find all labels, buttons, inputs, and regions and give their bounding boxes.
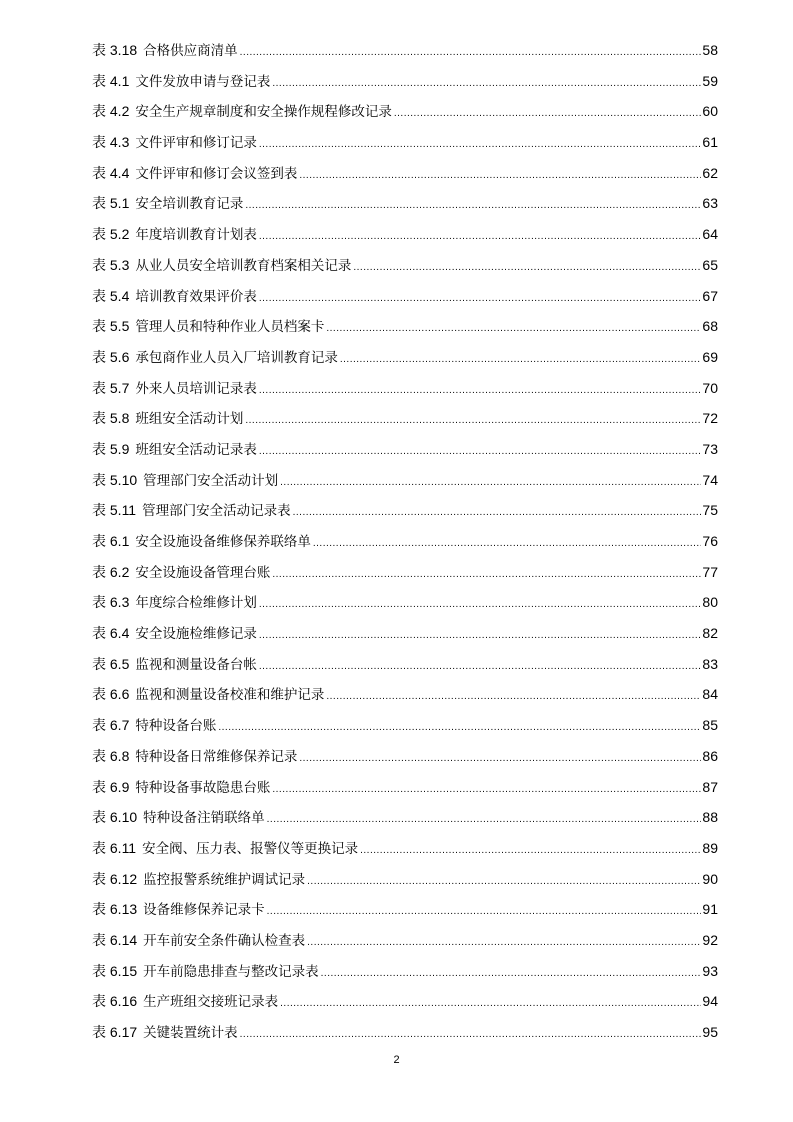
toc-entry-title: 年度综合检维修计划 (135, 595, 257, 612)
toc-entry-number: 表 4.1 (92, 72, 130, 89)
toc-entry-title: 培训教育效果评价表 (135, 288, 257, 305)
dot-leader (259, 621, 702, 649)
toc-entry-title: 生产班组交接班记录表 (143, 994, 279, 1011)
toc-entry-label (92, 281, 259, 312)
dot-leader (245, 406, 701, 434)
toc-entry[interactable] (92, 741, 718, 772)
toc-entry[interactable] (92, 587, 718, 618)
dot-leader (240, 1020, 702, 1048)
dot-leader (326, 314, 701, 342)
toc-entry-label (92, 311, 326, 342)
toc-entry-title: 从业人员安全培训教育档案相关记录 (135, 257, 352, 274)
toc-entry-number: 表 5.10 (92, 471, 138, 488)
toc-entry-title: 安全设施检维修记录 (135, 626, 257, 643)
toc-entry-label (92, 373, 259, 404)
toc-entry-page: 62 (702, 164, 718, 181)
toc-entry-label (92, 649, 259, 680)
toc-entry-label (92, 772, 272, 803)
toc-entry-number: 表 6.15 (92, 962, 138, 979)
toc-entry-page: 80 (702, 594, 718, 611)
toc-entry[interactable] (92, 188, 718, 219)
toc-entry-title: 安全设施设备管理台账 (135, 564, 271, 581)
toc-entry-title: 文件评审和修订记录 (135, 135, 257, 152)
toc-entry-number: 表 6.9 (92, 778, 130, 795)
dot-leader (340, 345, 702, 373)
toc-entry-page: 82 (702, 625, 718, 642)
toc-entry-number: 表 5.7 (92, 379, 130, 396)
toc-entry-label (92, 250, 353, 281)
toc-entry-page: 90 (702, 870, 718, 887)
toc-entry-label (92, 956, 321, 987)
toc-entry-title: 设备维修保养记录卡 (143, 902, 265, 919)
toc-entry-label (92, 587, 259, 618)
toc-entry-label (92, 802, 267, 833)
toc-entry-page: 70 (702, 379, 718, 396)
toc-entry-label (92, 986, 280, 1017)
toc-entry[interactable] (92, 465, 718, 496)
toc-entry-label (92, 710, 218, 741)
toc-entry-title: 开车前隐患排查与整改记录表 (143, 963, 319, 980)
toc-entry-title: 安全阀、压力表、报警仪等更换记录 (142, 840, 359, 857)
toc-entry-number: 表 6.16 (92, 993, 138, 1010)
toc-entry-page: 72 (702, 410, 718, 427)
dot-leader (299, 161, 701, 189)
toc-entry-page: 68 (702, 318, 718, 335)
toc-entry-number: 表 6.7 (92, 717, 130, 734)
toc-entry[interactable] (92, 250, 718, 281)
dot-leader (272, 69, 701, 97)
toc-entry-title: 监视和测量设备校准和维护记录 (135, 687, 325, 704)
toc-entry-number: 表 6.11 (92, 839, 137, 856)
toc-entry-title: 文件发放申请与登记表 (135, 73, 271, 90)
dot-leader (259, 590, 702, 618)
toc-entry[interactable] (92, 925, 718, 956)
dot-leader (307, 867, 701, 895)
toc-entry-page: 63 (702, 195, 718, 212)
toc-entry-title: 安全设施设备维修保养联络单 (135, 534, 311, 550)
toc-entry-number: 表 5.11 (92, 502, 137, 519)
toc-entry-number: 表 5.2 (92, 226, 130, 243)
toc-entry-title: 外来人员培训记录表 (135, 380, 257, 397)
dot-leader (313, 529, 702, 557)
toc-entry-label (92, 925, 307, 956)
toc-entry-number: 表 6.5 (92, 655, 130, 672)
toc-entry-number: 表 4.4 (92, 164, 130, 181)
dot-leader (267, 805, 702, 833)
toc-entry-number: 表 6.12 (92, 870, 138, 887)
toc-entry-number: 表 6.3 (92, 594, 130, 611)
toc-entry[interactable] (92, 281, 718, 312)
toc-entry-label (92, 495, 293, 526)
toc-entry-number: 表 3.18 (92, 42, 138, 58)
toc-entry-title: 管理部门安全活动计划 (143, 472, 279, 489)
toc-entry-title: 特种设备注销联络单 (143, 810, 265, 827)
toc-entry[interactable] (92, 526, 718, 557)
toc-entry-label (92, 96, 394, 127)
dot-leader (245, 191, 701, 219)
toc-entry-page: 84 (702, 686, 718, 703)
toc-entry-label (92, 741, 299, 772)
toc-entry-label (92, 188, 245, 219)
dot-leader (259, 222, 702, 250)
dot-leader (299, 744, 701, 772)
toc-entry-number: 表 5.3 (92, 256, 130, 273)
toc-entry-label (92, 1017, 240, 1048)
toc-entry-number: 表 5.9 (92, 440, 130, 457)
toc-entry[interactable] (92, 772, 718, 803)
toc-entry-label (92, 66, 272, 97)
toc-entry-page: 76 (702, 533, 718, 549)
toc-entry-number: 表 5.5 (92, 318, 130, 335)
toc-entry-title: 班组安全活动计划 (135, 411, 244, 428)
toc-entry-number: 表 6.8 (92, 747, 130, 764)
toc-entry[interactable] (92, 557, 718, 588)
toc-entry-page: 77 (702, 563, 718, 580)
toc-entry-page: 74 (702, 471, 718, 488)
toc-entry-label (92, 557, 272, 588)
toc-entry-label (92, 403, 245, 434)
toc-entry[interactable] (92, 894, 718, 925)
toc-entry-title: 合格供应商清单 (143, 43, 238, 59)
toc-entry-page: 75 (702, 502, 718, 519)
toc-entry-page: 65 (702, 256, 718, 273)
toc-entry-label (92, 618, 259, 649)
toc-entry-title: 承包商作业人员入厂培训教育记录 (135, 349, 338, 366)
toc-entry-title: 班组安全活动记录表 (135, 441, 257, 458)
toc-entry-label (92, 894, 267, 925)
toc-entry-number: 表 6.1 (92, 533, 130, 549)
toc-entry-page: 95 (702, 1024, 718, 1040)
toc-entry[interactable] (92, 956, 718, 987)
dot-leader (272, 775, 701, 803)
toc-entry[interactable] (92, 219, 718, 250)
table-of-contents (92, 35, 718, 1048)
toc-entry[interactable] (92, 66, 718, 97)
toc-entry-page: 64 (702, 226, 718, 243)
toc-entry[interactable] (92, 679, 718, 710)
toc-entry[interactable] (92, 986, 718, 1017)
toc-entry[interactable] (92, 802, 718, 833)
toc-entry[interactable] (92, 127, 718, 158)
toc-entry[interactable] (92, 158, 718, 189)
toc-entry-label (92, 864, 307, 895)
dot-leader (360, 836, 701, 864)
toc-entry-page: 59 (702, 72, 718, 89)
toc-entry[interactable] (92, 495, 718, 526)
toc-entry-title: 管理部门安全活动记录表 (142, 503, 291, 520)
toc-entry-label (92, 833, 360, 864)
toc-entry-label (92, 465, 280, 496)
dot-leader (272, 560, 701, 588)
toc-entry-page: 86 (702, 747, 718, 764)
toc-entry-page: 92 (702, 931, 718, 948)
dot-leader (259, 284, 702, 312)
toc-entry-title: 特种设备日常维修保养记录 (135, 748, 298, 765)
toc-entry-label (92, 158, 299, 189)
toc-entry-page: 61 (702, 134, 718, 151)
toc-entry[interactable] (92, 373, 718, 404)
toc-entry-title: 安全培训教育记录 (135, 196, 244, 213)
toc-entry-number: 表 6.2 (92, 563, 130, 580)
toc-entry-page: 85 (702, 717, 718, 734)
toc-entry-title: 安全生产规章制度和安全操作规程修改记录 (135, 104, 392, 121)
toc-entry-page: 91 (702, 901, 718, 918)
toc-entry-label (92, 219, 259, 250)
toc-entry[interactable] (92, 1017, 718, 1048)
dot-leader (326, 682, 701, 710)
dot-leader (259, 376, 702, 404)
toc-entry-label (92, 127, 259, 158)
toc-entry-label (92, 526, 313, 557)
toc-entry-page: 87 (702, 778, 718, 795)
toc-entry-page: 89 (702, 839, 718, 856)
toc-entry[interactable] (92, 864, 718, 895)
toc-entry[interactable] (92, 311, 718, 342)
toc-entry-page: 58 (702, 42, 718, 58)
toc-entry[interactable] (92, 710, 718, 741)
toc-entry-page: 69 (702, 348, 718, 365)
toc-entry-title: 特种设备事故隐患台账 (135, 779, 271, 796)
toc-entry-number: 表 5.4 (92, 287, 130, 304)
toc-entry-number: 表 5.8 (92, 410, 130, 427)
toc-entry[interactable] (92, 403, 718, 434)
toc-entry-label (92, 35, 240, 66)
toc-entry-label (92, 342, 340, 373)
toc-entry[interactable] (92, 342, 718, 373)
toc-entry-number: 表 6.4 (92, 625, 130, 642)
toc-entry-number: 表 6.14 (92, 931, 138, 948)
dot-leader (267, 897, 702, 925)
dot-leader (280, 468, 701, 496)
toc-entry-number: 表 6.6 (92, 686, 130, 703)
toc-entry-title: 管理人员和特种作业人员档案卡 (135, 319, 325, 336)
toc-entry-label (92, 679, 326, 710)
toc-entry[interactable] (92, 618, 718, 649)
dot-leader (259, 437, 702, 465)
dot-leader (259, 652, 702, 680)
toc-entry-title: 关键装置统计表 (143, 1025, 238, 1041)
toc-entry[interactable] (92, 35, 718, 66)
toc-entry-number: 表 6.13 (92, 901, 138, 918)
dot-leader (307, 928, 701, 956)
toc-entry-title: 监控报警系统维护调试记录 (143, 871, 306, 888)
toc-entry-number: 表 5.1 (92, 195, 130, 212)
toc-entry-page: 67 (702, 287, 718, 304)
toc-entry-title: 监视和测量设备台帐 (135, 656, 257, 673)
toc-entry-number: 表 4.3 (92, 134, 130, 151)
dot-leader (321, 959, 702, 987)
dot-leader (280, 989, 701, 1017)
dot-leader (293, 498, 702, 526)
toc-entry[interactable] (92, 434, 718, 465)
dot-leader (240, 38, 702, 66)
toc-entry-title: 文件评审和修订会议签到表 (135, 165, 298, 182)
dot-leader (353, 253, 701, 281)
toc-entry-page: 83 (702, 655, 718, 672)
toc-entry-page: 93 (702, 962, 718, 979)
toc-entry-label (92, 434, 259, 465)
toc-entry-title: 年度培训教育计划表 (135, 227, 257, 244)
toc-entry-number: 表 6.17 (92, 1024, 138, 1040)
page-number: 2 (393, 1054, 400, 1066)
toc-entry-title: 特种设备台账 (135, 718, 217, 735)
toc-entry[interactable] (92, 833, 718, 864)
toc-entry-number: 表 4.2 (92, 103, 130, 120)
toc-entry-page: 73 (702, 440, 718, 457)
toc-entry-title: 开车前安全条件确认检查表 (143, 932, 306, 949)
dot-leader (218, 713, 701, 741)
toc-entry[interactable] (92, 649, 718, 680)
toc-entry-number: 表 6.10 (92, 809, 138, 826)
dot-leader (259, 130, 702, 158)
toc-entry-number: 表 5.6 (92, 348, 130, 365)
toc-entry-page: 88 (702, 809, 718, 826)
toc-entry-page: 60 (702, 103, 718, 120)
dot-leader (394, 99, 702, 127)
toc-entry-page: 94 (702, 993, 718, 1010)
toc-entry[interactable] (92, 96, 718, 127)
